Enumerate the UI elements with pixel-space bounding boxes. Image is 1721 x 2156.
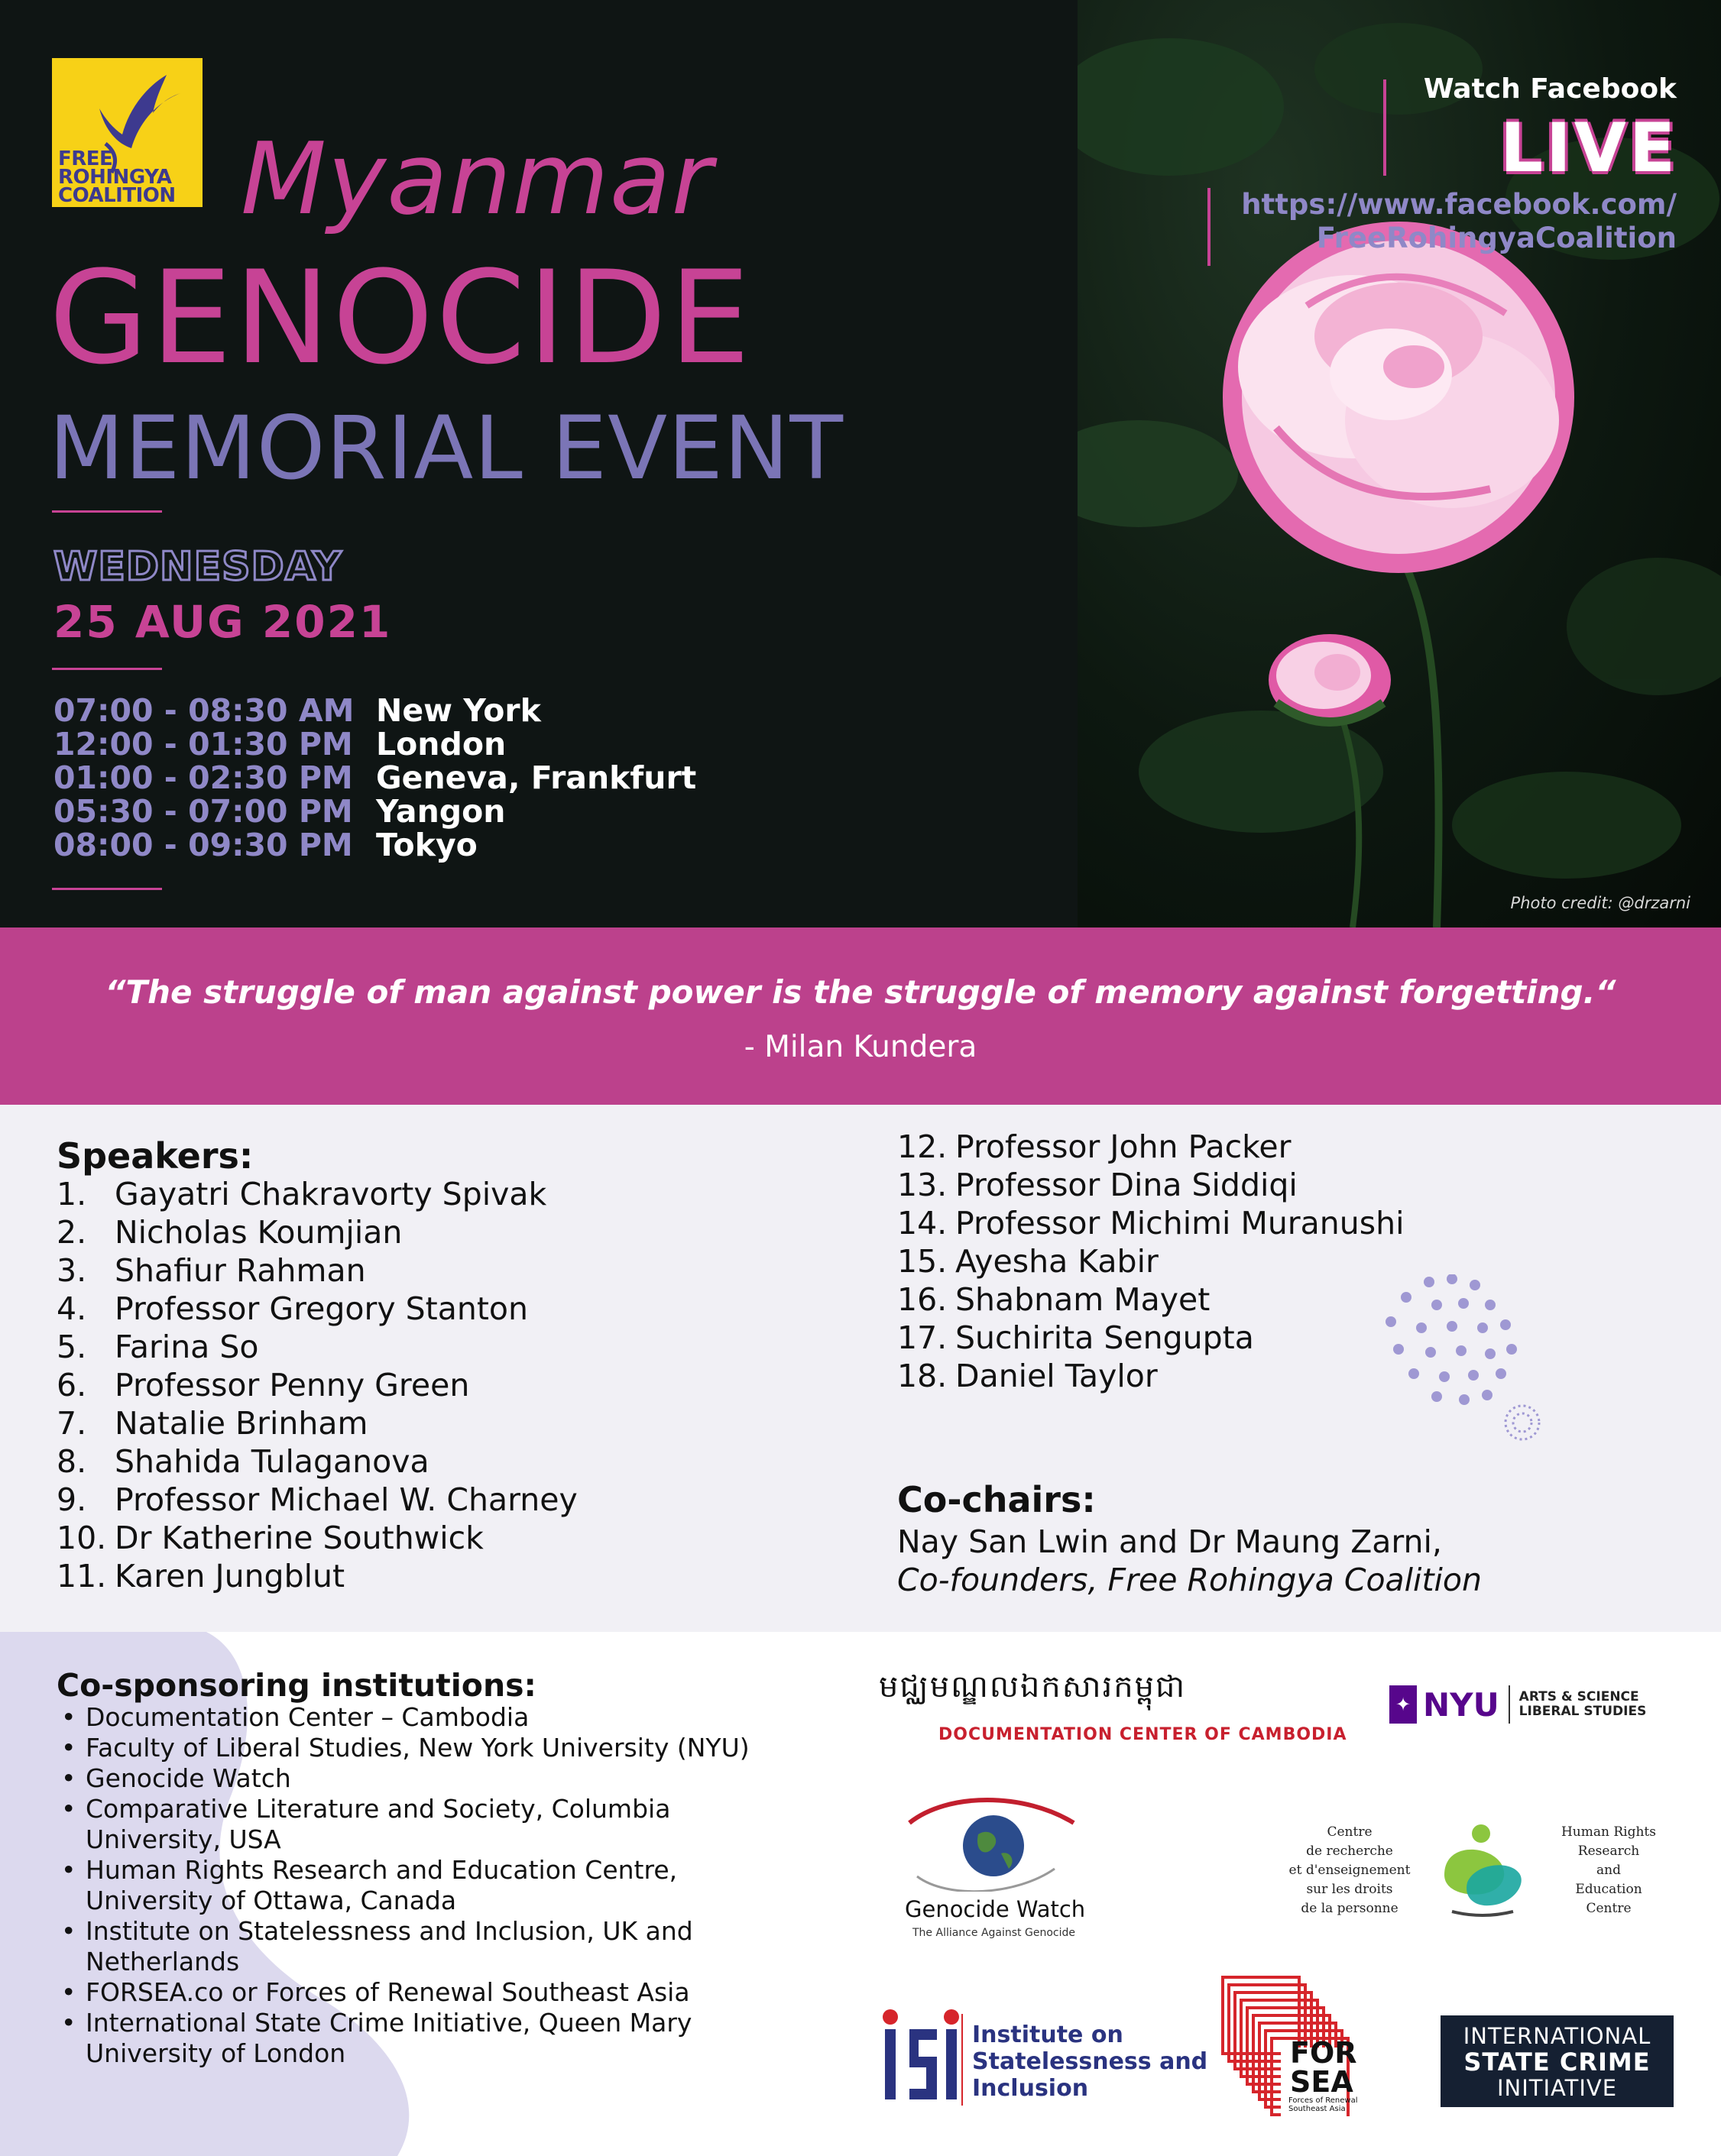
accent-bar [1383, 79, 1386, 176]
speaker-name: Professor Michimi Muranushi [955, 1205, 1405, 1241]
list-item [57, 1328, 578, 1366]
event-day: WEDNESDAY [53, 544, 342, 590]
speaker-number: 15. [897, 1243, 948, 1280]
hrrec-english-name [1551, 1823, 1666, 1918]
hrrec-line: Centre [1327, 1824, 1373, 1840]
cochairs-heading: Co-chairs: [897, 1479, 1096, 1520]
speaker-name: Farina So [115, 1329, 259, 1365]
speaker-number: 13. [897, 1167, 948, 1203]
list-item: • Genocide Watch [57, 1763, 750, 1794]
list-item [897, 1166, 1405, 1204]
list-item [57, 1175, 578, 1213]
divider [52, 888, 162, 890]
title-myanmar: Myanmar [241, 121, 713, 237]
hrrec-line: Centre [1586, 1901, 1632, 1916]
list-item [57, 1290, 578, 1328]
logo-text-line2: ROHINGYA [58, 166, 172, 189]
schedule-row [53, 694, 696, 727]
list-item [57, 1366, 578, 1404]
list-item [897, 1242, 1405, 1280]
list-item [57, 1442, 578, 1481]
watch-facebook-label: Watch Facebook [1423, 73, 1677, 105]
genocide-watch-name: Genocide Watch [905, 1896, 1086, 1922]
genocide-watch-tagline: The Alliance Against Genocide [912, 1927, 1075, 1939]
nyu-wordmark: NYU [1423, 1685, 1499, 1724]
hero-section [0, 0, 1721, 927]
forsea-line: FOR [1290, 2036, 1357, 2070]
genocide-watch-eye-icon [902, 1792, 1078, 1892]
decorative-dots-icon [1376, 1274, 1559, 1458]
isi-mark-icon [879, 2006, 963, 2113]
cochairs-role: Co-founders, Free Rohingya Coalition [897, 1562, 1482, 1598]
speaker-name: Professor Gregory Stanton [115, 1290, 528, 1327]
isci-line: STATE CRIME [1463, 2048, 1651, 2077]
hrrec-line: Human Rights [1561, 1824, 1656, 1840]
hrrec-emblem-icon [1437, 1821, 1528, 1921]
schedule-time: 01:00 - 02:30 PM [53, 759, 353, 796]
nyu-subtitle [1519, 1690, 1647, 1719]
speaker-name: Nicholas Koumjian [115, 1214, 403, 1251]
speaker-name: Professor Dina Siddiqi [955, 1167, 1298, 1203]
schedule-city: Tokyo [376, 827, 478, 863]
logo-text-line1: FREE [58, 147, 113, 170]
forsea-subtitle: Forces of Renewal Southeast Asia [1288, 2096, 1358, 2113]
schedule-row [53, 828, 696, 862]
divider [52, 668, 162, 670]
schedule-row [53, 761, 696, 795]
speaker-number: 18. [897, 1358, 948, 1394]
list-item [57, 1404, 578, 1442]
quote-band [0, 927, 1721, 1105]
speaker-number: 5. [57, 1329, 87, 1365]
nyu-subtitle-line: ARTS & SCIENCE [1518, 1689, 1639, 1704]
list-item: • Human Rights Research and Education Centre, University of Ottawa, Canada [57, 1855, 750, 1916]
speaker-number: 9. [57, 1481, 87, 1518]
schedule-city: New York [376, 692, 541, 729]
speaker-name: Shafiur Rahman [115, 1252, 366, 1289]
hrrec-line: de la personne [1301, 1901, 1399, 1916]
list-item [897, 1204, 1405, 1242]
accent-bar [1207, 188, 1211, 266]
nyu-logo [1389, 1685, 1646, 1724]
schedule-city: Geneva, Frankfurt [376, 759, 697, 796]
speakers-list-left [57, 1175, 578, 1595]
forsea-wordmark [1290, 2036, 1357, 2099]
isci-logo [1441, 2015, 1674, 2107]
hrrec-line: Research [1577, 1844, 1640, 1859]
facebook-link[interactable] [1241, 188, 1677, 255]
speaker-name: Shahida Tulaganova [115, 1443, 429, 1480]
speaker-number: 12. [897, 1128, 948, 1165]
hrrec-line: et d'enseignement [1288, 1863, 1411, 1878]
sponsors-list [57, 1702, 750, 2069]
list-item: • Faculty of Liberal Studies, New York University (NYU) [57, 1733, 750, 1763]
photo-credit: Photo credit: @drzarni [1510, 894, 1690, 912]
speaker-number: 3. [57, 1252, 87, 1289]
speaker-name: Professor Michael W. Charney [115, 1481, 578, 1518]
isci-line: INITIATIVE [1496, 2075, 1618, 2101]
speakers-list-right [897, 1128, 1405, 1395]
speaker-name: Dr Katherine Southwick [115, 1520, 484, 1556]
speaker-name: Natalie Brinham [115, 1405, 368, 1442]
list-item [897, 1128, 1405, 1166]
list-item [897, 1319, 1405, 1357]
speaker-name: Shabnam Mayet [955, 1281, 1211, 1318]
speaker-number: 4. [57, 1290, 87, 1327]
speakers-section [0, 1105, 1721, 1632]
list-item [57, 1557, 578, 1595]
speaker-name: Suchirita Sengupta [955, 1319, 1254, 1356]
speaker-name: Professor John Packer [955, 1128, 1292, 1165]
speakers-heading: Speakers: [57, 1135, 254, 1177]
divider [1509, 1685, 1510, 1724]
nyu-subtitle-line: LIBERAL STUDIES [1518, 1704, 1647, 1719]
list-item [897, 1357, 1405, 1395]
list-item [897, 1280, 1405, 1319]
speaker-number: 11. [57, 1558, 107, 1594]
facebook-link-line1[interactable]: https://www.facebook.com/ [1241, 188, 1677, 221]
speaker-number: 16. [897, 1281, 948, 1318]
speaker-number: 7. [57, 1405, 87, 1442]
quote-author: - Milan Kundera [744, 1030, 977, 1064]
divider [52, 510, 162, 513]
dccam-english-name: DOCUMENTATION CENTER OF CAMBODIA [938, 1725, 1347, 1744]
isi-line: Inclusion [972, 2075, 1089, 2102]
speaker-number: 6. [57, 1367, 87, 1403]
hrrec-line: Education [1575, 1882, 1642, 1897]
isi-line: Institute on [972, 2022, 1123, 2048]
isci-line: INTERNATIONAL [1463, 2023, 1651, 2049]
speaker-number: 17. [897, 1319, 948, 1356]
schedule-city: London [376, 726, 507, 762]
sponsors-section [0, 1632, 1721, 2156]
hrrec-line: and [1596, 1863, 1621, 1878]
schedule-city: Yangon [376, 793, 506, 830]
schedule-time: 08:00 - 09:30 PM [53, 827, 353, 863]
speaker-number: 2. [57, 1214, 87, 1251]
list-item: • FORSEA.co or Forces of Renewal Southeast Asia [57, 1977, 750, 2008]
forsea-line: SEA [1290, 2065, 1353, 2099]
schedule-time: 07:00 - 08:30 AM [53, 692, 355, 729]
hrrec-french-name [1281, 1823, 1418, 1918]
speaker-name: Daniel Taylor [955, 1358, 1158, 1394]
cochairs-names: Nay San Lwin and Dr Maung Zarni, [897, 1523, 1442, 1560]
speaker-name: Karen Jungblut [115, 1558, 345, 1594]
list-item [57, 1251, 578, 1290]
live-label: LIVE [1499, 108, 1678, 187]
list-item [57, 1519, 578, 1557]
logo-text-line3: COALITION [58, 184, 176, 207]
schedule-time: 05:30 - 07:00 PM [53, 793, 353, 830]
torch-icon: ✦ [1389, 1685, 1417, 1724]
list-item: • International State Crime Initiative, Queen Mary University of London [57, 2008, 750, 2069]
hrrec-line: sur les droits [1306, 1882, 1393, 1897]
list-item: • Comparative Literature and Society, Columbia University, USA [57, 1794, 750, 1855]
title-memorial-event: MEMORIAL EVENT [49, 397, 844, 499]
hrrec-line: de recherche [1306, 1844, 1393, 1859]
schedule-row [53, 795, 696, 828]
title-genocide: GENOCIDE [49, 243, 753, 393]
speaker-number: 1. [57, 1176, 87, 1212]
speaker-name: Professor Penny Green [115, 1367, 470, 1403]
sponsors-heading: Co-sponsoring institutions: [57, 1667, 536, 1704]
speaker-number: 14. [897, 1205, 948, 1241]
free-rohingya-coalition-logo [52, 58, 203, 207]
schedule-list [53, 694, 696, 862]
speaker-name: Gayatri Chakravorty Spivak [115, 1176, 547, 1212]
dccam-khmer-name: មជ្ឈមណ្ឌលឯកសារកម្ពុជា [879, 1669, 1187, 1704]
list-item [57, 1213, 578, 1251]
facebook-link-line2[interactable]: FreeRohingyaCoalition [1316, 222, 1677, 254]
list-item: • Institute on Statelessness and Inclusion, UK and Netherlands [57, 1916, 750, 1977]
list-item: • Documentation Center – Cambodia [57, 1702, 750, 1733]
quote-text: “The struggle of man against power is the struggle of memory against forgetting.“ [105, 973, 1616, 1011]
list-item [57, 1481, 578, 1519]
event-date: 25 AUG 2021 [53, 596, 392, 648]
speaker-number: 10. [57, 1520, 107, 1556]
schedule-row [53, 727, 696, 761]
speaker-name: Ayesha Kabir [955, 1243, 1159, 1280]
isi-line: Statelessness and [972, 2048, 1208, 2075]
isi-name [972, 2022, 1207, 2102]
speaker-number: 8. [57, 1443, 87, 1480]
schedule-time: 12:00 - 01:30 PM [53, 726, 353, 762]
